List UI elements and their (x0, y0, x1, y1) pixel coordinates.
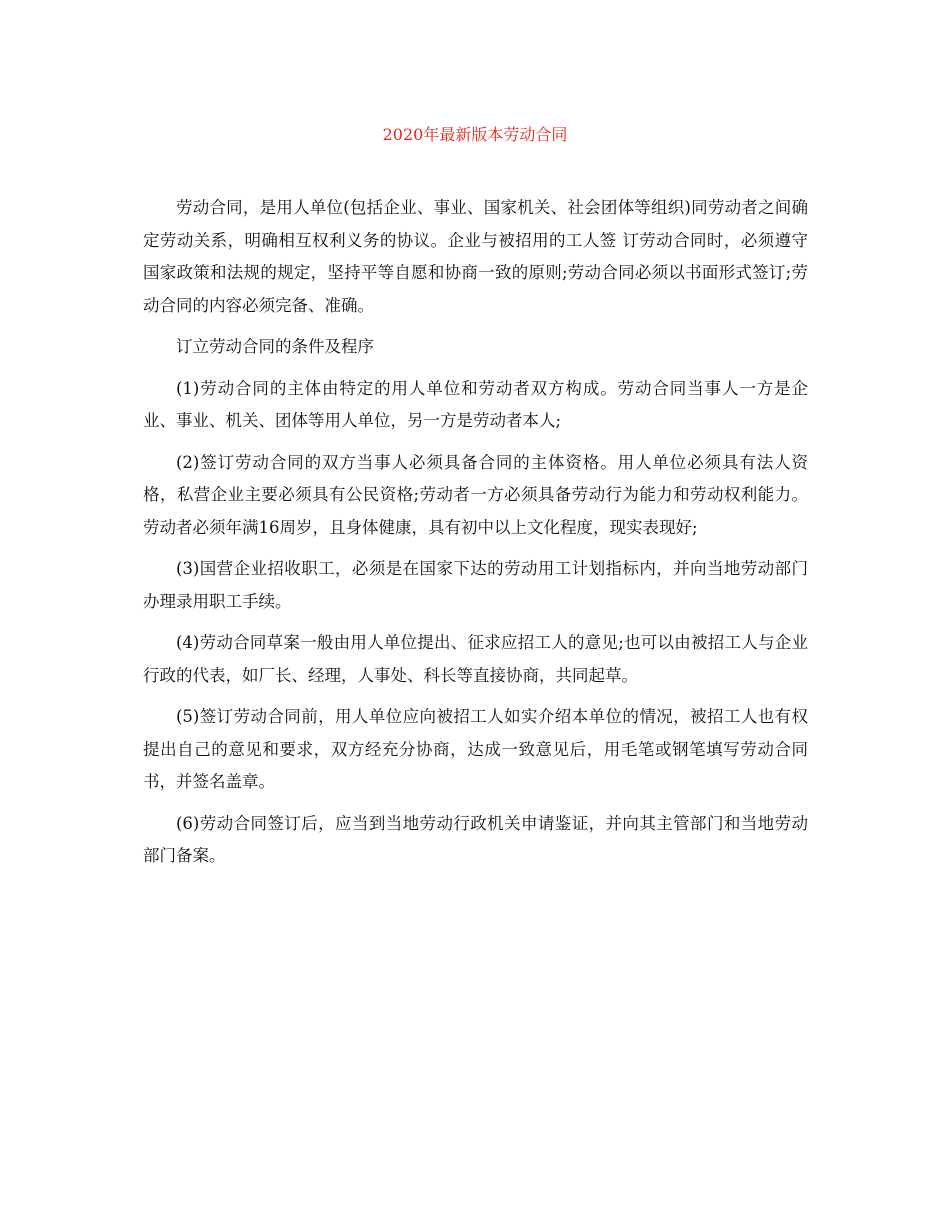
paragraph-item-3: (3)国营企业招收职工，必须是在国家下达的劳动用工计划指标内，并向当地劳动部门办理录用职工手续。 (143, 559, 808, 611)
document-title: 2020年最新版本劳动合同 (382, 125, 568, 144)
paragraph-item-4: (4)劳动合同草案一般由用人单位提出、征求应招工人的意见;也可以由被招工人与企业行政的代表，如厂长、经理，人事处、科长等直接协商，共同起草。 (143, 633, 808, 685)
paragraph-intro: 劳动合同，是用人单位(包括企业、事业、国家机关、社会团体等组织)同劳动者之间确定劳动关系，明确相互权利义务的协议。企业与被招用的工人签 订劳动合同时，必须遵守国家政策和法规的规定，坚持平等自愿和协商一致的原则;劳动合同必须以书面形式签订;劳动合同的内容必须完备、准确。 (143, 198, 808, 315)
paragraph-item-5: (5)签订劳动合同前，用人单位应向被招工人如实介绍本单位的情况，被招工人也有权提出自己的意见和要求，双方经充分协商，达成一致意见后，用毛笔或钢笔填写劳动合同书，并签名盖章。 (143, 707, 808, 791)
section-heading-conditions: 订立劳动合同的条件及程序 (176, 337, 374, 356)
document-body (143, 192, 808, 882)
paragraph-item-2: (2)签订劳动合同的双方当事人必须具备合同的主体资格。用人单位必须具有法人资格，私营企业主要必须具有公民资格;劳动者一方必须具备劳动行为能力和劳动权利能力。劳动者必须年满16周岁，且身体健康，具有初中以上文化程度，现实表现好; (143, 452, 808, 537)
paragraph-item-1: (1)劳动合同的主体由特定的用人单位和劳动者双方构成。劳动合同当事人一方是企业、事业、机关、团体等用人单位，另一方是劳动者本人; (143, 378, 808, 430)
paragraph-item-6: (6)劳动合同签订后，应当到当地劳动行政机关申请鉴证，并向其主管部门和当地劳动部门备案。 (143, 813, 808, 865)
